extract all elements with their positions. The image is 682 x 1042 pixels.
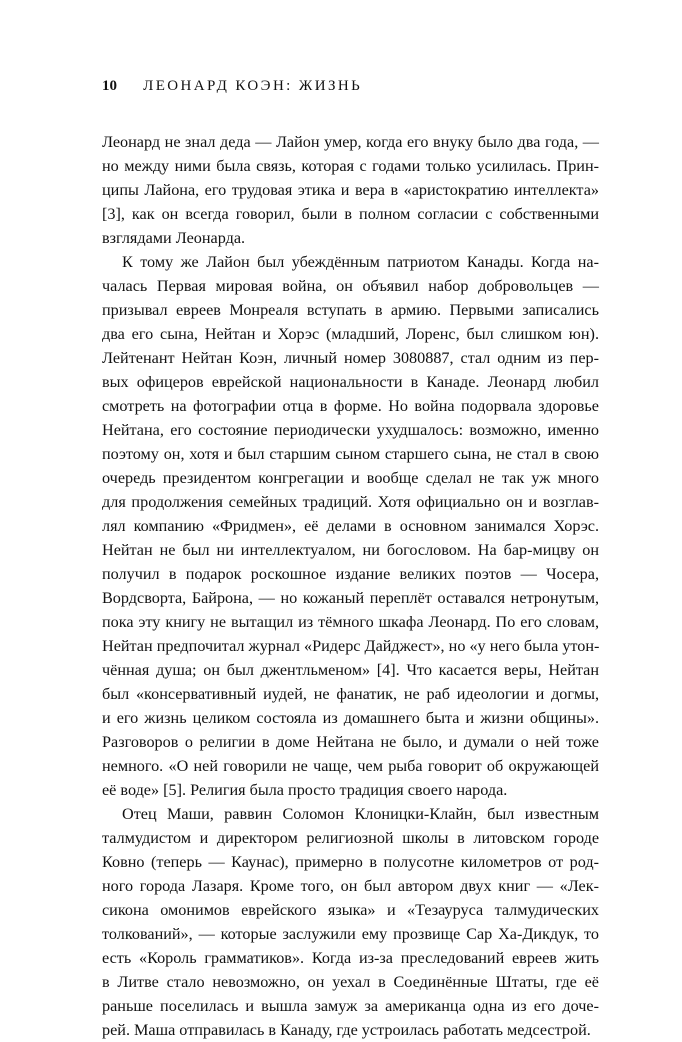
text-line: взглядами Леонарда. — [102, 229, 246, 247]
paragraph — [102, 130, 599, 250]
text-line: и его жизнь целиком состояла из домашнего быта и жизни общины». — [102, 709, 599, 727]
text-line: но между ними была связь, которая с годами только усилилась. Прин- — [102, 157, 599, 175]
text-line: два его сына, Нейтан и Хорэс (младший, Лоренс, был слишком юн). — [102, 325, 599, 343]
text-line: поэтому он, хотя и был старшим сыном старшего сына, не стал в свою — [102, 445, 599, 463]
text-line: вых офицеров еврейской национальности в Канаде. Леонард любил — [102, 373, 599, 391]
text-line: есть «Король грамматиков». Когда из-за преследований евреев жить — [102, 949, 599, 967]
text-line: толкований», — которые заслужили ему прозвище Сар Ха-Дикдук, то — [102, 925, 599, 943]
text-line: талмудистом и директором религиозной школы в литовском городе — [102, 829, 599, 847]
text-line: ного города Лазаря. Кроме того, он был автором двух книг — «Лек- — [102, 877, 599, 895]
text-line: очередь президентом конгрегации и вообще сделал не так уж много — [102, 469, 599, 487]
paragraph — [102, 802, 599, 1042]
text-line: [3], как он всегда говорил, были в полном согласии с собственными — [102, 205, 599, 223]
text-line: чалась Первая мировая война, он объявил набор добровольцев — — [102, 277, 599, 295]
page-number: 10 — [102, 78, 117, 94]
text-line: Разговоров о религии в доме Нейтана не было, и думали о ней тоже — [102, 733, 599, 751]
paragraph — [102, 250, 599, 802]
text-line: смотреть на фотографии отца в форме. Но война подорвала здоровье — [102, 397, 599, 415]
running-title: ЛЕОНАРД КОЭН: ЖИЗНЬ — [143, 78, 363, 94]
text-line: Нейтана, его состояние периодически ухудшалось: возможно, именно — [102, 421, 599, 439]
text-line: Отец Маши, раввин Соломон Клоницки-Клайн, был известным — [122, 805, 599, 823]
text-line: Вордсворта, Байрона, — но кожаный переплёт оставался нетронутым, — [102, 589, 599, 607]
text-line: раньше поселилась и вышла замуж за американца одна из его доче- — [102, 997, 599, 1015]
text-line: получил в подарок роскошное издание великих поэтов — Чосера, — [102, 565, 599, 583]
text-line: лял компанию «Фридмен», её делами в основном занимался Хорэс. — [102, 517, 599, 535]
text-line: К тому же Лайон был убеждённым патриотом Канады. Когда на- — [122, 253, 599, 271]
text-line: Нейтан предпочитал журнал «Ридерс Дайджест», но «у него была утон- — [102, 637, 600, 655]
text-line: Лейтенант Нейтан Коэн, личный номер 3080887, стал одним из пер- — [102, 349, 599, 367]
text-line: для продолжения семейных традиций. Хотя официально он и возглав- — [102, 493, 599, 511]
body-text — [102, 130, 599, 1042]
text-line: Ковно (теперь — Каунас), примерно в полусотне километров от род- — [102, 853, 599, 871]
text-line: Нейтан не был ни интеллектуалом, ни богословом. На бар-мицву он — [102, 541, 599, 559]
text-line: в Литве стало невозможно, он уехал в Соединённые Штаты, где её — [102, 973, 599, 991]
text-line: сикона омонимов еврейского языка» и «Тезауруса талмудических — [102, 901, 599, 919]
running-header — [102, 78, 362, 95]
text-line: ципы Лайона, его трудовая этика и вера в «аристократию интеллекта» — [102, 181, 599, 199]
text-line: был «консервативный иудей, не фанатик, не раб идеологии и догмы, — [102, 685, 599, 703]
text-line: призывал евреев Монреаля вступать в армию. Первыми записались — [102, 301, 599, 319]
text-line: рей. Маша отправилась в Канаду, где устроилась работать медсестрой. — [102, 1021, 591, 1039]
text-line: Леонард не знал деда — Лайон умер, когда его внуку было два года, — — [102, 133, 599, 151]
text-line: чённая душа; он был джентльменом» [4]. Что касается веры, Нейтан — [102, 661, 599, 679]
text-line: её воде» [5]. Религия была просто традиция своего народа. — [102, 781, 508, 799]
text-line: пока эту книгу не вытащил из тёмного шкафа Леонард. По его словам, — [102, 613, 599, 631]
text-line: немного. «О ней говорили не чаще, чем рыба говорит об окружающей — [102, 757, 599, 775]
